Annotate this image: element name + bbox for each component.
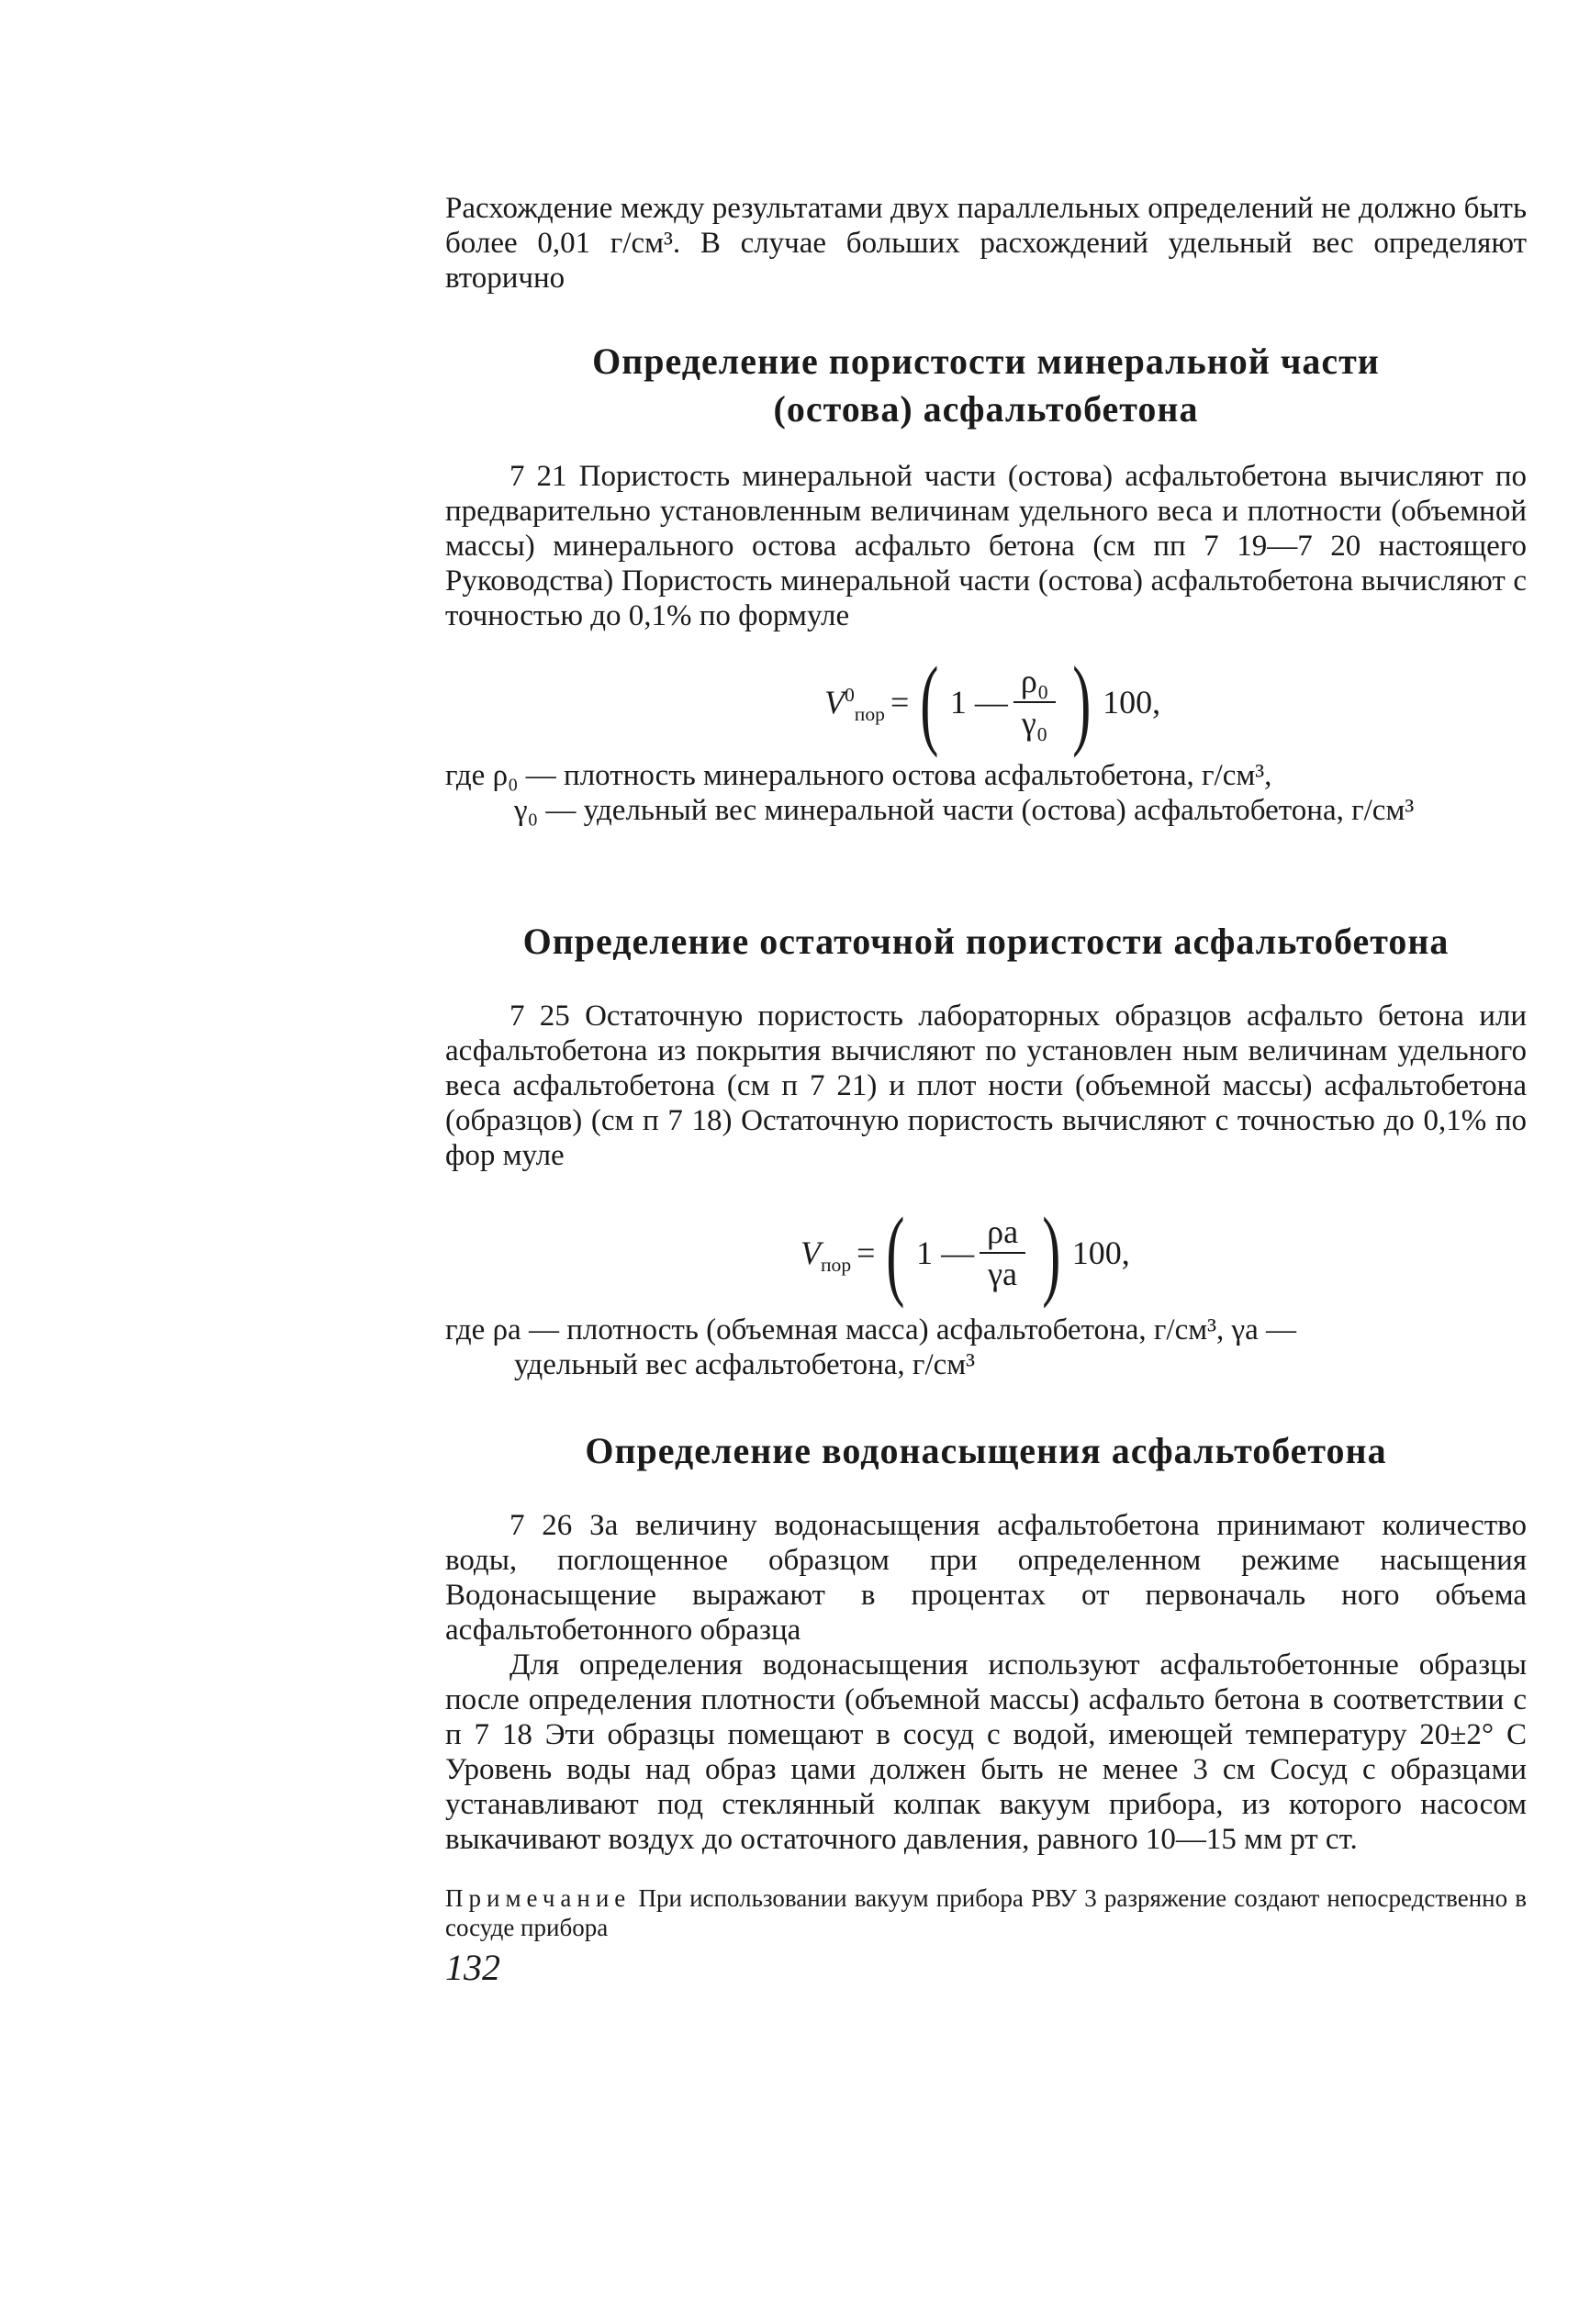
note-block bbox=[445, 1883, 1527, 1942]
intro-block bbox=[445, 191, 1527, 296]
section3-paragraph1: 7 26 За величину водонасыщения асфальтобетона принимают количество воды, поглощенное образцом при определенном режиме насыщения Водонасыщение выражают в процентах от первоначаль ного объема асфальтобетонного образца bbox=[445, 1509, 1527, 1647]
where-rho0: где ρ₀ — плотность минерального остова асфальтобетона, г/см³, bbox=[445, 759, 1272, 792]
formula-residual-porosity: $V_{пор}$ = ( 1 — $\frac{\rho a}{\gamma a}$ ) 100, bbox=[801, 1197, 1130, 1309]
page-number: 132 bbox=[445, 1947, 500, 1988]
note-label: Примечание bbox=[445, 1884, 632, 1912]
section3-paragraph2: Для определения водонасыщения используют асфальтобетонные образцы после определения плотности (объемной массы) асфальто бетона в соответствии с п 7 18 Эти образцы помещают в сосуд с водой, имеющей температуру 20±2° С Уровень воды над образ цами должен быть не менее 3 см Сосуд с образцами устанавливают под стеклянный колпак вакуум прибора, из которого насосом выкачивают воздух до остаточного давления, равного 10—15 мм рт ст. bbox=[445, 1648, 1527, 1856]
section1-where bbox=[445, 758, 1527, 828]
section1-title-line2: (остова) асфальтобетона bbox=[773, 388, 1199, 430]
intro-paragraph: Расхождение между результатами двух параллельных определений не должно быть более 0,01 г/см³. В случае больших расхождений удельный вес определяют вторично bbox=[445, 192, 1527, 295]
note bbox=[445, 1883, 1527, 1942]
right-paren-icon: ) bbox=[1042, 1197, 1061, 1309]
section1-paragraph: 7 21 Пористость минеральной части (остова) асфальтобетона вычисляют по предварительно установленным величинам удельного веса и плотности (объемной массы) минерального остова асфальто бетона (см пп 7 19—7 20 настоящего Руководства) Пористость минеральной части (остова) асфальтобетона вычисляют с точностью до 0,1% по формуле bbox=[445, 460, 1527, 632]
section2-where bbox=[445, 1313, 1527, 1382]
section-water-saturation bbox=[445, 1427, 1527, 1857]
left-paren-icon: ( bbox=[886, 1197, 905, 1309]
section-residual-porosity bbox=[445, 918, 1527, 1173]
where-gamma0: γ₀ — удельный вес минеральной части (остова) асфальтобетона, г/см³ bbox=[514, 794, 1415, 827]
right-paren-icon: ) bbox=[1072, 646, 1092, 758]
left-paren-icon: ( bbox=[920, 646, 939, 758]
note-text: При использовании вакуум прибора РВУ 3 разряжение создают непосредственно в сосуде прибора bbox=[445, 1884, 1528, 1941]
section2-title: Определение остаточной пористости асфальтобетона bbox=[522, 921, 1450, 962]
fraction: $\frac{\text{ρ₀}}{\text{γ₀}}$ bbox=[1013, 663, 1057, 742]
section1-title-line1: Определение пористости минеральной части bbox=[592, 341, 1380, 382]
section2-paragraph: 7 25 Остаточную пористость лабораторных образцов асфальто бетона или асфальтобетона из покрытия вычисляют по установлен ным величинам удельного веса асфальтобетона (см п 7 21) и плот ности (объемной массы) асфальтобетона (образцов) (см п 7 18) Остаточную пористость вычисляют с точностью до 0,1% по фор муле bbox=[445, 1000, 1527, 1172]
section-porosity-mineral bbox=[445, 338, 1527, 633]
where-rhoa: где ρa — плотность (объемная масса) асфальтобетона, г/см³, γa — bbox=[445, 1313, 1296, 1346]
fraction: $\frac{\rho a}{\gamma a}$ bbox=[980, 1213, 1025, 1292]
where-gammaa: удельный вес асфальтобетона, г/см³ bbox=[514, 1348, 976, 1381]
section3-title: Определение водонасыщения асфальтобетона bbox=[585, 1430, 1387, 1471]
formula-mineral-porosity: $V^0_{пор}$ = ( 1 — $\frac{\text{ρ₀}}{\text{γ₀}}$ ) 100, bbox=[824, 646, 1161, 758]
